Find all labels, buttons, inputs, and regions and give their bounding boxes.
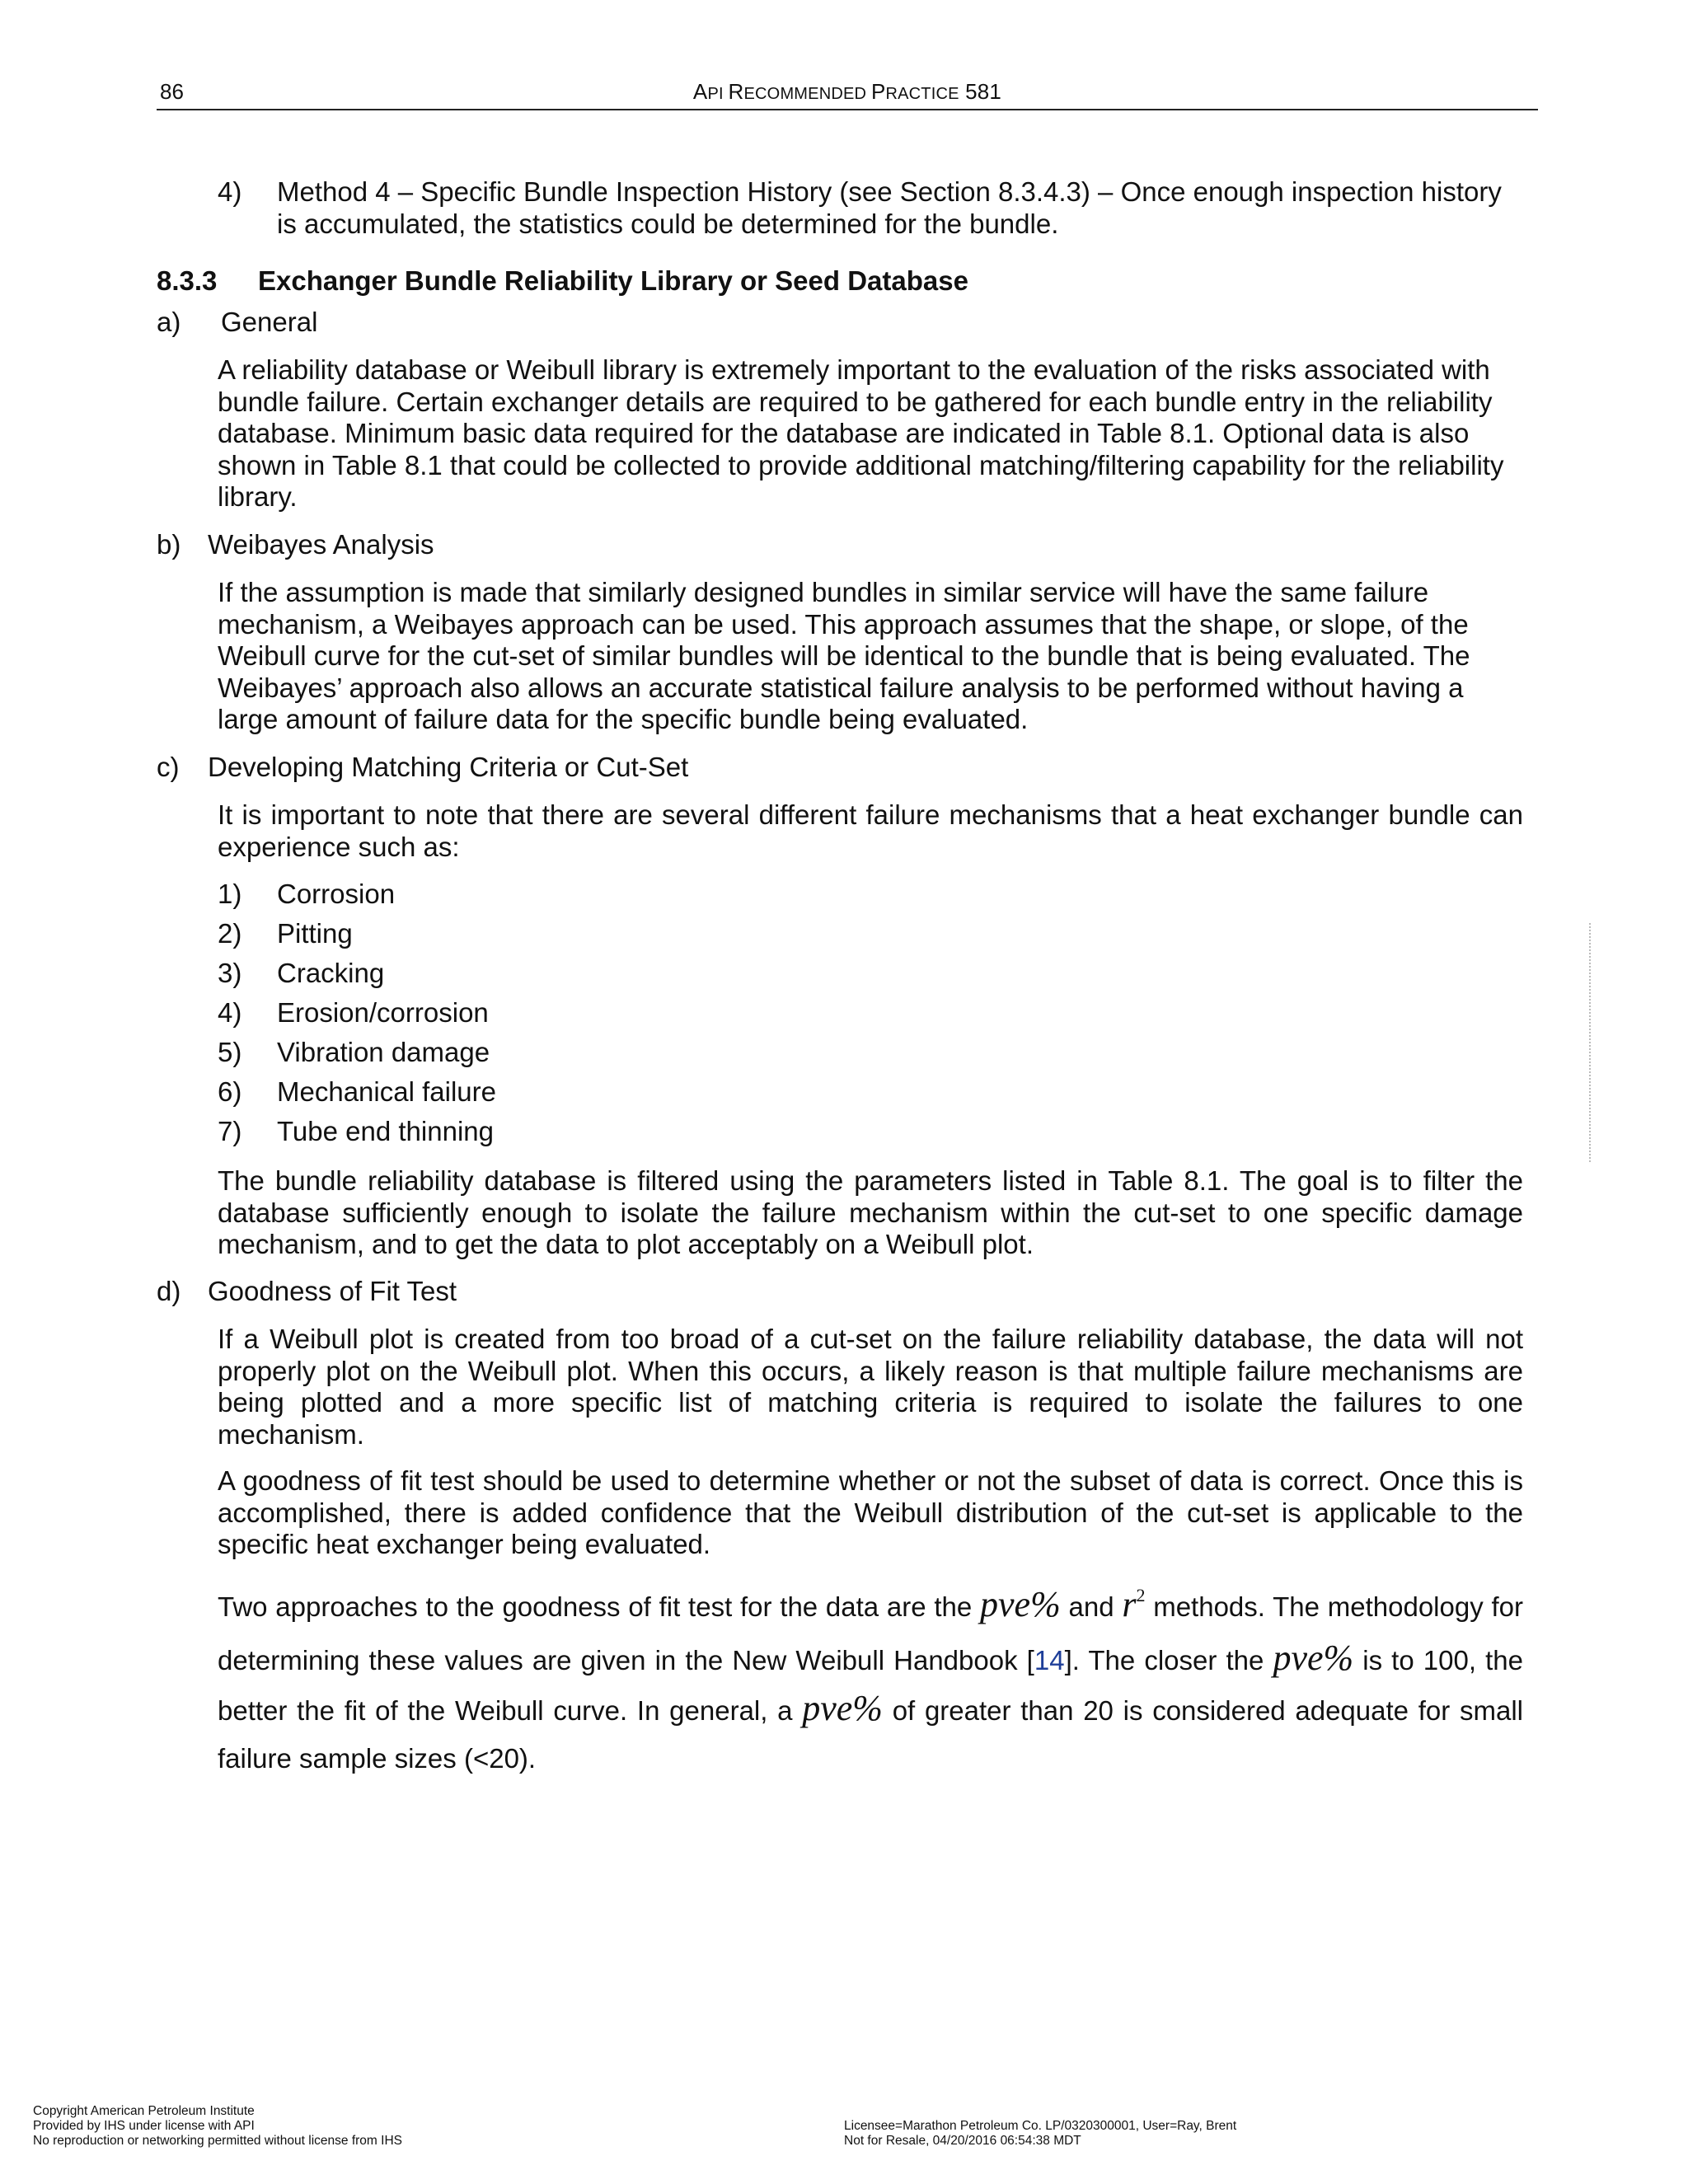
paragraph-goodness-of-fit: A goodness of fit test should be used to determine whether or not the subset of data is correct. Once this is accomplished, there is added confidence that the Weibull distribution of the cut-set is applicable to the specific heat exchanger being evaluated. xyxy=(218,1465,1523,1559)
header-title-part: 581 xyxy=(959,79,1002,104)
header-title-part: A xyxy=(692,79,708,104)
text-run: is to 100, the better the fit of the Weibull curve. In general, a xyxy=(218,1645,1523,1726)
subsection-heading-d: Goodness of Fit Test xyxy=(208,1276,457,1306)
subsection-label-a: a) xyxy=(157,307,181,337)
header-title-part: ECOMMENDED xyxy=(743,85,871,103)
list-item-number: 1) xyxy=(218,879,242,909)
subsection-label-c: c) xyxy=(157,752,180,782)
list-item: Pitting xyxy=(277,918,353,949)
text-run: methods. The methodology for determining these values are given in the New Weibull Handbook [ xyxy=(218,1591,1523,1675)
math-pve: pve% xyxy=(802,1688,883,1728)
paragraph-weibayes: If the assumption is made that similarly designed bundles in similar service will have the same failure mechanism, a Weibayes approach can be used. This approach assumes that the shape, or slope, of the Weibull curve for the cut-set of similar bundles will be identical to the bundle that is being evaluated. The Weibayes’ approach also allows an accurate statistical failure analysis to be performed without having a large amount of failure data for the specific bundle being evaluated. xyxy=(218,577,1470,734)
list-item-number: 3) xyxy=(218,958,242,988)
list-item: Corrosion xyxy=(277,879,396,909)
header-title-part: R xyxy=(728,79,744,104)
intro-item-line: Method 4 – Specific Bundle Inspection History (see Section 8.3.4.3) – Once enough inspection history xyxy=(277,176,1502,207)
list-item-number: 5) xyxy=(218,1037,242,1067)
text-run: ]. The closer the xyxy=(1064,1645,1273,1675)
math-superscript: 2 xyxy=(1136,1585,1146,1605)
footer-line: Not for Resale, 04/20/2016 06:54:38 MDT xyxy=(844,2134,1081,2148)
header-title-part: P xyxy=(870,79,886,104)
list-item: Vibration damage xyxy=(277,1037,490,1067)
page-number: 86 xyxy=(160,79,184,104)
section-title: Exchanger Bundle Reliability Library or Seed Database xyxy=(258,265,968,296)
section-number: 8.3.3 xyxy=(157,265,218,296)
footer-line: Provided by IHS under license with API xyxy=(33,2119,255,2133)
margin-marks xyxy=(1589,923,1596,1162)
subsection-label-d: d) xyxy=(157,1276,181,1306)
intro-item-text xyxy=(277,176,1538,240)
list-item: Cracking xyxy=(277,958,385,988)
list-item: Erosion/corrosion xyxy=(277,997,489,1028)
list-item-number: 2) xyxy=(218,918,242,949)
list-item-number: 6) xyxy=(218,1076,242,1107)
subsection-label-b: b) xyxy=(157,529,181,560)
list-item-number: 4) xyxy=(218,997,242,1028)
footer-line: No reproduction or networking permitted without license from IHS xyxy=(33,2134,402,2148)
math-pve: pve% xyxy=(1273,1638,1354,1678)
list-item: Tube end thinning xyxy=(277,1116,494,1146)
footer-copyright xyxy=(33,2104,402,2149)
header-title-part: RACTICE xyxy=(885,85,959,103)
footer-line: Licensee=Marathon Petroleum Co. LP/0320300001, User=Ray, Brent xyxy=(844,2119,1237,2133)
text-run: and xyxy=(1060,1591,1123,1622)
text-run: Two approaches to the goodness of fit test for the data are the xyxy=(218,1591,981,1622)
paragraph-failure-mechanisms: It is important to note that there are several different failure mechanisms that a heat exchanger bundle can experience such as: xyxy=(218,799,1523,862)
paragraph-weibull-plot: If a Weibull plot is created from too broad of a cut-set on the failure reliability database, the data will not properly plot on the Weibull plot. When this occurs, a likely reason is that multiple failure mechanisms are being plotted and a more specific list of matching criteria is required to isolate the failures to one mechanism. xyxy=(218,1324,1523,1450)
header-title-part: PI xyxy=(707,85,729,103)
list-item: Mechanical failure xyxy=(277,1076,496,1107)
reference-link[interactable]: 14 xyxy=(1034,1645,1065,1675)
paragraph-general: A reliability database or Weibull library is extremely important to the evaluation of the risks associated with bundle failure. Certain exchanger details are required to be gathered for each bundle entry in the reliability database. Minimum basic data required for the database are indicated in Table 8.1. Optional data is also shown in Table 8.1 that could be collected to provide additional matching/filtering capability for the reliability library. xyxy=(218,354,1504,512)
subsection-heading-a: General xyxy=(221,307,318,337)
subsection-heading-c: Developing Matching Criteria or Cut-Set xyxy=(208,752,689,782)
intro-item-line: is accumulated, the statistics could be determined for the bundle. xyxy=(277,208,1059,239)
math-r: r xyxy=(1122,1584,1137,1624)
subsection-heading-b: Weibayes Analysis xyxy=(208,529,434,560)
list-item-number: 7) xyxy=(218,1116,242,1146)
list-item-number: 4) xyxy=(218,176,242,207)
footer-license xyxy=(844,2119,1236,2149)
page-header xyxy=(157,79,1538,110)
paragraph-filtering: The bundle reliability database is filtered using the parameters listed in Table 8.1. The goal is to filter the database sufficiently enough to isolate the failure mechanism within the cut-set to one specific damage mechanism, and to get the data to plot acceptably on a Weibull plot. xyxy=(218,1165,1523,1259)
text-run: of greater than 20 is considered adequate for small failure sample sizes (<20). xyxy=(218,1695,1523,1774)
footer-line: Copyright American Petroleum Institute xyxy=(33,2104,255,2118)
header-title xyxy=(157,79,1538,105)
paragraph-pve-methods xyxy=(218,1581,1523,1783)
math-pve: pve% xyxy=(980,1584,1061,1624)
